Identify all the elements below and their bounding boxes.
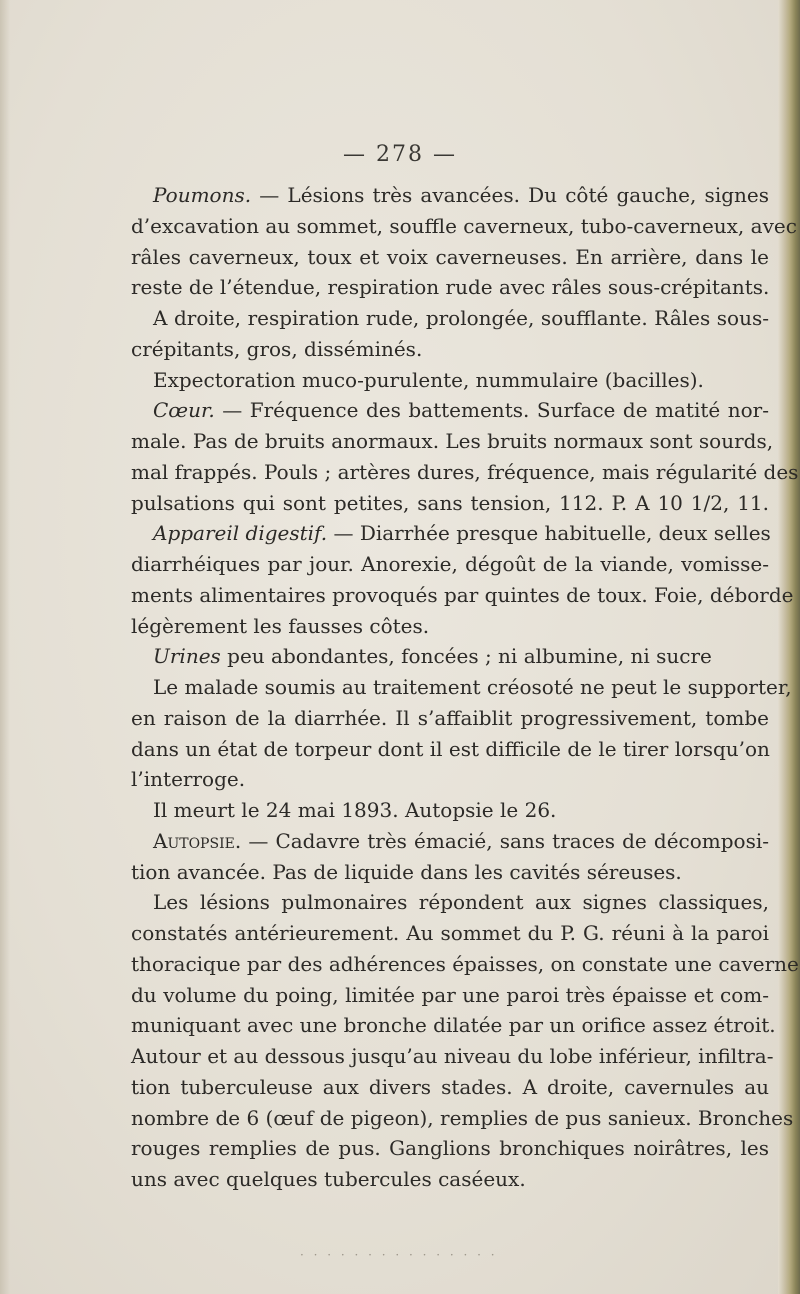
text-run: Expectoration muco-purulente, nummulaire (bacilles).	[153, 367, 704, 392]
text-line	[131, 211, 797, 242]
text-run: — Diarrhée presque habituelle, deux selles	[327, 521, 771, 546]
text-line	[131, 457, 799, 488]
body-text	[131, 180, 799, 1195]
text-line	[131, 949, 799, 980]
text-run: uns avec quelques tubercules caséeux.	[131, 1167, 526, 1191]
text-run: — Fréquence des battements. Surface de matité nor-	[214, 398, 769, 423]
text-run: Il meurt le 24 mai 1893. Autopsie le 26.	[153, 798, 557, 822]
page-left-shadow	[0, 0, 10, 1294]
text-line	[131, 1133, 769, 1164]
text-run: pulsations qui sont petites, sans tension, 112. P. A 10 1/2, 11.	[131, 490, 769, 515]
text-run: nombre de 6 (œuf de pigeon), remplies de pus sanieux. Bronches	[131, 1105, 794, 1130]
text-line	[131, 303, 769, 334]
text-line	[131, 395, 769, 426]
text-line	[131, 764, 769, 795]
text-line	[131, 242, 769, 273]
text-line	[131, 1041, 774, 1072]
text-run: Autour et au dessous jusqu’au niveau du lobe inférieur, infiltra-	[131, 1044, 774, 1068]
text-run: mal frappés. Pouls ; artères dures, fréquence, mais régularité des	[131, 459, 799, 484]
text-line	[131, 1010, 776, 1041]
text-line	[131, 272, 769, 303]
text-line	[131, 611, 769, 642]
text-line	[131, 426, 774, 457]
text-run: tion tuberculeuse aux divers stades. A droite, cavernules au	[131, 1074, 769, 1099]
italic-heading: Appareil digestif.	[153, 521, 328, 546]
text-run: Les lésions pulmonaires répondent aux signes classiques,	[153, 890, 769, 915]
text-line	[131, 365, 769, 396]
text-line	[131, 980, 769, 1011]
text-run: muniquant avec une bronche dilatée par un orifice assez étroit.	[131, 1013, 776, 1038]
text-run: crépitants, gros, disséminés.	[131, 336, 423, 361]
text-line	[131, 672, 792, 703]
text-run: constatés antérieurement. Au sommet du P. G. réuni à la paroi	[131, 921, 769, 945]
text-line	[131, 580, 794, 611]
text-line	[131, 703, 769, 734]
text-run: A droite, respiration rude, prolongée, soufflante. Râles sous-	[153, 306, 769, 330]
text-run: ments alimentaires provoqués par quintes de toux. Foie, déborde	[131, 582, 794, 607]
text-run: thoracique par des adhérences épaisses, on constate une caverne	[131, 951, 799, 976]
book-binding-edge	[778, 0, 800, 1294]
text-run: rouges remplies de pus. Ganglions bronchiques noirâtres, les	[131, 1136, 769, 1161]
text-run: du volume du poing, limitée par une paroi très épaisse et com-	[131, 982, 769, 1007]
text-run: diarrhéiques par jour. Anorexie, dégoût de la viande, vomisse-	[131, 552, 769, 576]
text-line	[131, 734, 769, 765]
text-line	[131, 857, 769, 888]
text-line	[131, 1072, 769, 1103]
text-run: male. Pas de bruits anormaux. Les bruits normaux sont sourds,	[131, 429, 774, 453]
text-line	[131, 180, 769, 211]
text-run: en raison de la diarrhée. Il s’affaiblit progressivement, tombe	[131, 705, 769, 730]
text-line	[131, 1103, 794, 1134]
italic-heading: Urines	[153, 644, 221, 669]
text-line	[131, 918, 769, 949]
text-run: dans un état de torpeur dont il est difficile de le tirer lorsqu’on	[131, 736, 770, 761]
text-line	[131, 549, 769, 580]
section-heading: Autopsie.	[153, 828, 242, 853]
text-line	[131, 887, 769, 918]
text-line	[131, 488, 769, 519]
italic-heading: Poumons.	[153, 183, 252, 207]
text-run: reste de l’étendue, respiration rude avec râles sous-crépitants.	[131, 275, 770, 300]
text-run: — Cadavre très émacié, sans traces de décomposi-	[241, 828, 769, 853]
text-line	[131, 1164, 769, 1195]
italic-heading: Cœur.	[153, 398, 215, 423]
text-run: peu abondantes, foncées ; ni albumine, ni sucre	[220, 644, 712, 669]
text-run: Le malade soumis au traitement créosoté ne peut le supporter,	[153, 675, 792, 699]
page-number: — 278 —	[343, 142, 457, 167]
text-run: râles caverneux, toux et voix caverneuses. En arrière, dans le	[131, 244, 769, 269]
text-run: tion avancée. Pas de liquide dans les cavités séreuses.	[131, 859, 682, 884]
text-line	[131, 518, 769, 549]
text-line	[131, 795, 769, 826]
bottom-margin-specks: · · · · · · · · · · · · · · ·	[300, 1248, 498, 1262]
text-run: l’interroge.	[131, 767, 246, 792]
text-run: d’excavation au sommet, souffle caverneux, tubo-caverneux, avec	[131, 213, 797, 238]
text-line	[131, 334, 769, 365]
text-run: légèrement les fausses côtes.	[131, 613, 430, 638]
text-run: — Lésions très avancées. Du côté gauche, signes	[251, 183, 769, 207]
text-line	[131, 826, 769, 857]
text-line	[131, 641, 769, 672]
